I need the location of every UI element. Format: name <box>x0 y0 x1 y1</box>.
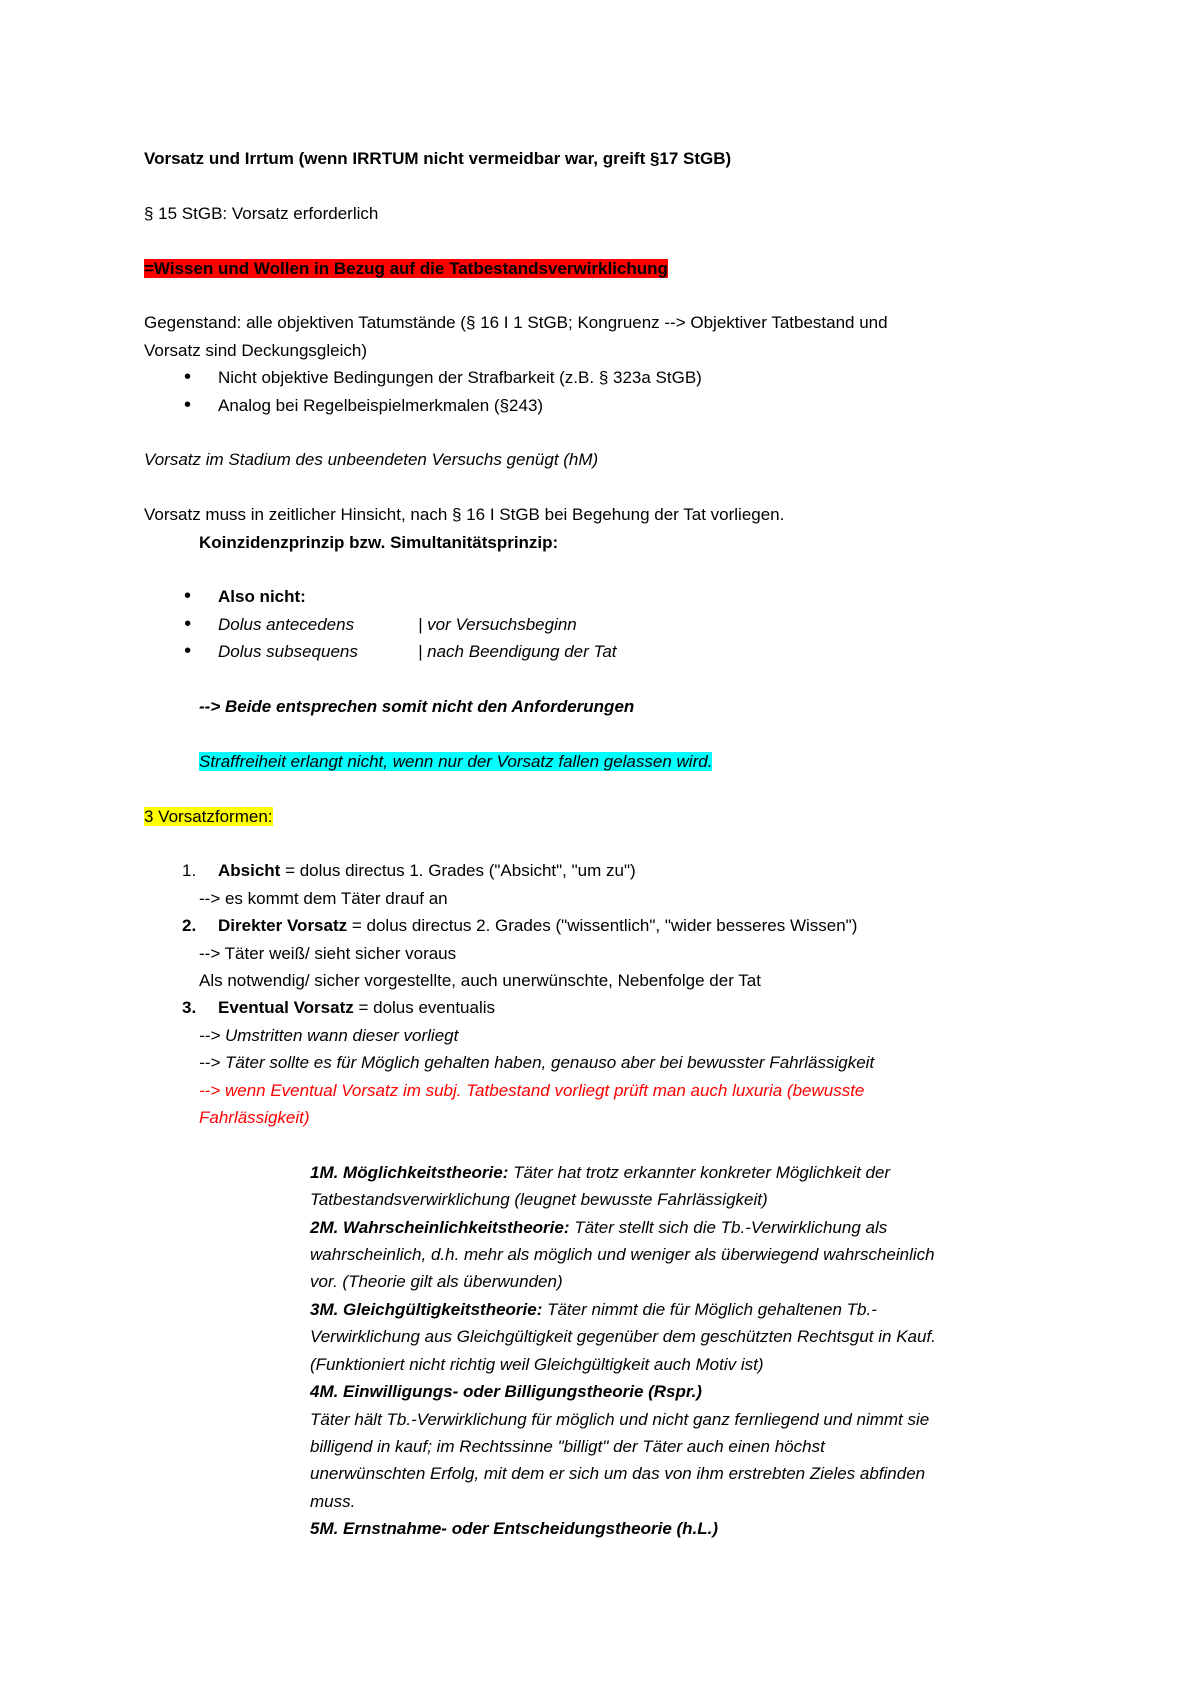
definition-highlight: =Wissen und Wollen in Bezug auf die Tatbestandsverwirklichung <box>144 258 668 278</box>
theorie-4-label: 4M. Einwilligungs- oder Billigungstheorie (Rspr.) <box>310 1382 702 1402</box>
straffreiheit-highlight: Straffreiheit erlangt nicht, wenn nur der Vorsatz fallen gelassen wird. <box>199 751 713 771</box>
list-item: 3. Eventual Vorsatz = dolus eventualis <box>182 998 496 1018</box>
paragraph-15-stgb: § 15 StGB: Vorsatz erforderlich <box>144 203 379 223</box>
list-item: 1. Absicht = dolus directus 1. Grades ("Absicht", "um zu") <box>182 861 636 881</box>
theorie-4-line-2: billigend in kauf; im Rechtssinne "billigt" der Täter auch einen höchst <box>310 1436 825 1456</box>
bullet-icon: • <box>184 393 192 416</box>
theorie-4-line-4: muss. <box>310 1491 356 1511</box>
direkter-vorsatz-sub-2: Als notwendig/ sicher vorgestellte, auch unerwünschte, Nebenfolge der Tat <box>199 971 761 991</box>
eventual-vorsatz-sub-3a: --> wenn Eventual Vorsatz im subj. Tatbestand vorliegt prüft man auch luxuria (bewusste <box>199 1080 865 1100</box>
bullet-icon: • <box>184 366 192 389</box>
theorie-1: 1M. Möglichkeitstheorie: Täter hat trotz erkannter konkreter Möglichkeit der <box>310 1162 891 1182</box>
anforderungen-conclusion: --> Beide entsprechen somit nicht den Anforderungen <box>199 697 635 717</box>
theorie-2-line-2: wahrscheinlich, d.h. mehr als möglich und weniger als überwiegend wahrscheinlich <box>310 1245 935 1265</box>
zeitliche-hinsicht-line: Vorsatz muss in zeitlicher Hinsicht, nach § 16 I StGB bei Begehung der Tat vorliegen. <box>144 505 785 525</box>
also-nicht-list <box>144 583 1054 665</box>
theorie-3-line-2: Verwirklichung aus Gleichgültigkeit gegenüber dem geschützten Rechtsgut in Kauf. <box>310 1327 936 1347</box>
theorie-2-line-3: vor. (Theorie gilt als überwunden) <box>310 1272 563 1292</box>
gegenstand-line-2: Vorsatz sind Deckungsgleich) <box>144 340 368 360</box>
list-item: • Dolus subsequens | nach Beendigung der Tat <box>144 638 1054 665</box>
theorie-3-line-3: (Funktioniert nicht richtig weil Gleichgültigkeit auch Motiv ist) <box>310 1354 764 1374</box>
eventual-vorsatz-sub-2: --> Täter sollte es für Möglich gehalten haben, genauso aber bei bewusster Fahrlässigkeit <box>199 1053 875 1073</box>
document-content <box>144 145 1054 1543</box>
theorie-1-line-2: Tatbestandsverwirklichung (leugnet bewusste Fahrlässigkeit) <box>310 1190 768 1210</box>
theorie-2: 2M. Wahrscheinlichkeitstheorie: Täter stellt sich die Tb.-Verwirklichung als <box>310 1217 888 1237</box>
gegenstand-bullet-list <box>144 364 1054 419</box>
gegenstand-line-1: Gegenstand: alle objektiven Tatumstände (§ 16 I 1 StGB; Kongruenz --> Objektiver Tatbestand und <box>144 313 888 333</box>
bullet-icon: • <box>184 640 192 663</box>
list-item: 2. Direkter Vorsatz = dolus directus 2. Grades ("wissentlich", "wider besseres Wissen") <box>182 916 858 936</box>
vorsatzformen-list <box>144 857 1054 884</box>
list-item: • Also nicht: <box>144 583 1054 610</box>
versuch-note: Vorsatz im Stadium des unbeendeten Versuchs genügt (hM) <box>144 450 599 470</box>
theorien-block <box>310 1159 1054 1543</box>
vorsatzformen-heading: 3 Vorsatzformen: <box>144 806 273 826</box>
theorie-3: 3M. Gleichgültigkeitstheorie: Täter nimmt die für Möglich gehaltenen Tb.- <box>310 1299 877 1319</box>
absicht-sub: --> es kommt dem Täter drauf an <box>199 888 448 908</box>
theorie-4-line-1: Täter hält Tb.-Verwirklichung für möglich und nicht ganz fernliegend und nimmt sie <box>310 1409 930 1429</box>
bullet-icon: • <box>184 585 192 608</box>
eventual-vorsatz-sub-1: --> Umstritten wann dieser vorliegt <box>199 1025 459 1045</box>
eventual-vorsatz-sub-3b: Fahrlässigkeit) <box>199 1108 310 1128</box>
bullet-icon: • <box>184 612 192 635</box>
theorie-5-label: 5M. Ernstnahme- oder Entscheidungstheorie (h.L.) <box>310 1519 719 1539</box>
koinzidenzprinzip-heading: Koinzidenzprinzip bzw. Simultanitätsprinzip: <box>199 532 559 552</box>
theorie-4-line-3: unerwünschten Erfolg, mit dem er sich um das von ihm erstrebten Zieles abfinden <box>310 1464 926 1484</box>
list-item: • Analog bei Regelbeispielmerkmalen (§243) <box>144 392 1054 419</box>
document-title: Vorsatz und Irrtum (wenn IRRTUM nicht vermeidbar war, greift §17 StGB) <box>144 149 732 168</box>
direkter-vorsatz-sub-1: --> Täter weiß/ sieht sicher voraus <box>199 943 457 963</box>
list-item: • Nicht objektive Bedingungen der Strafbarkeit (z.B. § 323a StGB) <box>144 364 1054 391</box>
list-item: • Dolus antecedens | vor Versuchsbeginn <box>144 611 1054 638</box>
